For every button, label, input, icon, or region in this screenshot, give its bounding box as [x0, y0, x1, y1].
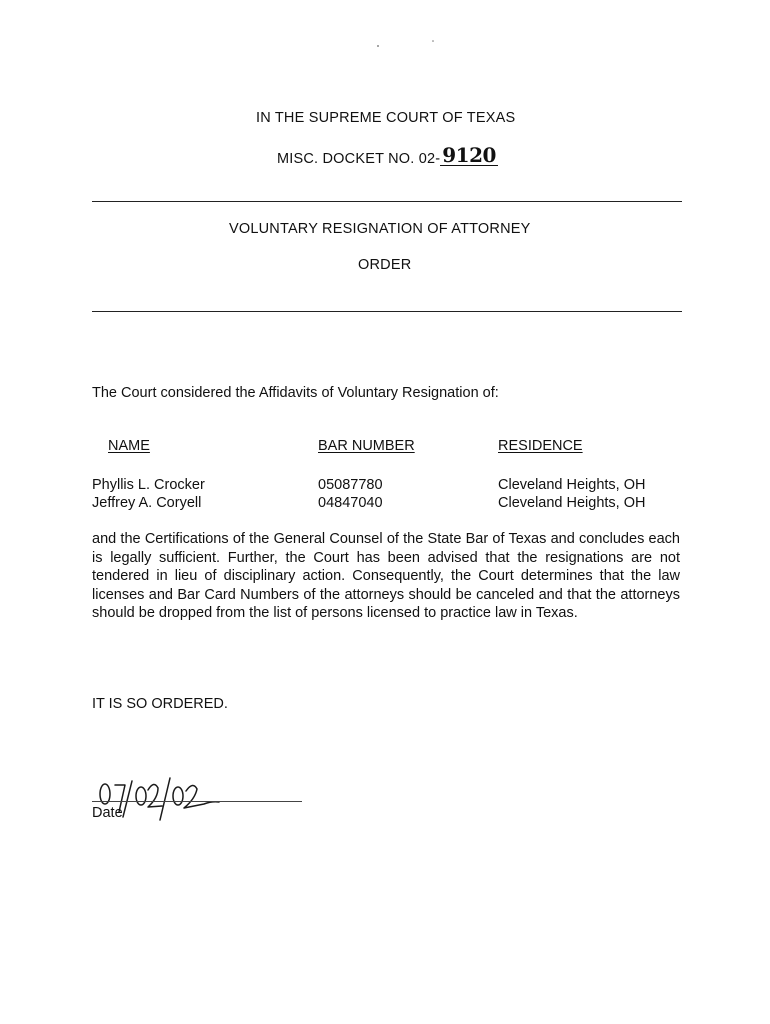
document-subtitle: ORDER [358, 257, 412, 273]
header-divider [92, 201, 682, 202]
title-divider [92, 311, 682, 312]
court-name: IN THE SUPREME COURT OF TEXAS [256, 110, 516, 126]
bar-number: 04847040 [318, 495, 383, 511]
attorney-name: Jeffrey A. Coryell [92, 495, 202, 511]
docket-prefix: MISC. DOCKET NO. 02- [277, 151, 441, 167]
date-label: Date [92, 805, 123, 821]
residence: Cleveland Heights, OH [498, 477, 646, 493]
attorney-name: Phyllis L. Crocker [92, 477, 205, 493]
intro-sentence: The Court considered the Affidavits of Voluntary Resignation of: [92, 385, 499, 401]
residence: Cleveland Heights, OH [498, 495, 646, 511]
closing-statement: IT IS SO ORDERED. [92, 696, 228, 712]
scan-specks [360, 34, 450, 54]
column-header-bar-number: BAR NUMBER [318, 438, 415, 454]
docket-number: 9120 [442, 143, 496, 167]
column-header-name: NAME [108, 438, 150, 454]
date-signature-line [92, 801, 302, 802]
column-header-residence: RESIDENCE [498, 438, 583, 454]
docket-line [277, 143, 498, 167]
order-body-paragraph: and the Certifications of the General Counsel of the State Bar of Texas and concludes each is legally sufficient. Further, the Court has been advised that the resignations are not tendered in lieu of disciplinary action. Consequently, the Court determines that the law licenses and Bar Card Numbers of the attorneys should be canceled and that the attorneys should be dropped from the list of persons licensed to practice law in Texas. [92, 531, 680, 622]
document-title: VOLUNTARY RESIGNATION OF ATTORNEY [229, 221, 531, 237]
bar-number: 05087780 [318, 477, 383, 493]
